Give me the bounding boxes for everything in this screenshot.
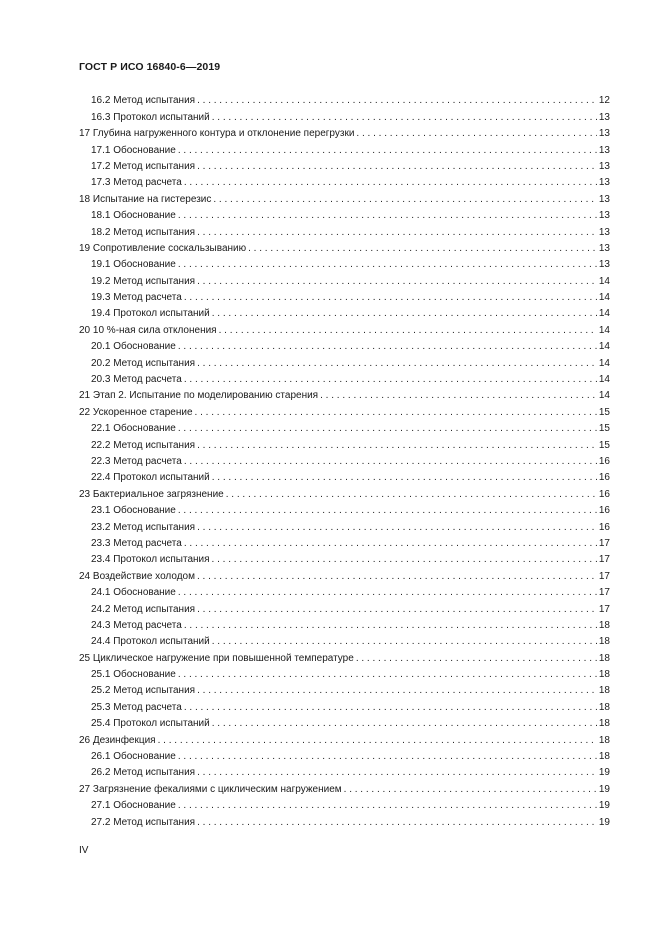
dot-leader <box>184 538 597 550</box>
dot-leader <box>178 505 597 517</box>
dot-leader <box>197 767 597 779</box>
dot-leader <box>197 817 597 829</box>
toc-entry[interactable] <box>79 419 610 435</box>
toc-entry-page: 13 <box>598 226 610 238</box>
toc-entry-title: 24.4 Протокол испытаний <box>91 636 210 648</box>
toc-entry-page: 13 <box>598 177 610 189</box>
dot-leader <box>344 784 597 796</box>
toc-entry-page: 17 <box>598 603 610 615</box>
toc-entry-page: 14 <box>598 374 610 386</box>
dot-leader <box>184 374 597 386</box>
dot-leader <box>197 161 597 173</box>
toc-entry[interactable] <box>79 402 610 418</box>
toc-entry[interactable] <box>79 304 610 320</box>
toc-entry-page: 18 <box>598 619 610 631</box>
toc-entry[interactable] <box>79 616 610 632</box>
dot-leader <box>226 489 597 501</box>
toc-entry-title: 17.1 Обоснование <box>91 144 176 156</box>
toc-entry-title: 24.2 Метод испытания <box>91 603 196 615</box>
dot-leader <box>197 358 597 370</box>
toc-entry-title: 27.2 Метод испытания <box>91 816 196 828</box>
toc-entry-title: 27.1 Обоснование <box>91 800 176 812</box>
toc-entry-page: 15 <box>598 439 610 451</box>
dot-leader <box>178 259 597 271</box>
toc-entry-title: 26.2 Метод испытания <box>91 767 196 779</box>
toc-entry-title: 26 Дезинфекция <box>79 734 156 746</box>
toc-entry[interactable] <box>79 550 610 566</box>
toc-entry[interactable] <box>79 697 610 713</box>
toc-entry-page: 13 <box>598 144 610 156</box>
toc-entry-title: 25.3 Метод расчета <box>91 701 182 713</box>
dot-leader <box>197 95 597 107</box>
toc-entry-page: 14 <box>598 308 610 320</box>
toc-entry[interactable] <box>79 452 610 468</box>
toc-entry[interactable] <box>79 812 610 828</box>
dot-leader <box>356 128 596 140</box>
toc-entry-page: 13 <box>598 242 610 254</box>
toc-entry[interactable] <box>79 239 610 255</box>
toc-entry-title: 19.1 Обоснование <box>91 259 176 271</box>
dot-leader <box>320 390 597 402</box>
dot-leader <box>212 308 597 320</box>
toc-entry-page: 18 <box>598 652 610 664</box>
toc-entry-page: 14 <box>598 390 610 402</box>
toc-entry-page: 17 <box>598 587 610 599</box>
page-number: IV <box>79 845 89 856</box>
toc-entry-title: 25.4 Протокол испытаний <box>91 718 210 730</box>
dot-leader <box>197 571 597 583</box>
toc-entry[interactable] <box>79 222 610 238</box>
toc-entry-page: 19 <box>598 783 610 795</box>
toc-entry-title: 18.1 Обоснование <box>91 210 176 222</box>
toc-entry-title: 22.3 Метод расчета <box>91 455 182 467</box>
toc-entry[interactable] <box>79 255 610 271</box>
toc-entry[interactable] <box>79 534 610 550</box>
dot-leader <box>197 685 597 697</box>
toc-entry-page: 17 <box>598 554 610 566</box>
toc-entry[interactable] <box>79 140 610 156</box>
toc-entry[interactable] <box>79 288 610 304</box>
dot-leader <box>178 210 597 222</box>
toc-entry-title: 25.2 Метод испытания <box>91 685 196 697</box>
toc-entry-title: 17 Глубина нагруженного контура и отклонение перегрузки <box>79 128 355 140</box>
toc-entry-page: 16 <box>598 505 610 517</box>
dot-leader <box>195 407 597 419</box>
dot-leader <box>178 587 597 599</box>
dot-leader <box>212 112 597 124</box>
toc-entry-title: 19 Сопротивление соскальзыванию <box>79 242 247 254</box>
toc-entry-page: 18 <box>598 734 610 746</box>
toc-entry-page: 13 <box>598 111 610 123</box>
toc-entry-page: 19 <box>598 816 610 828</box>
toc-entry-page: 18 <box>598 685 610 697</box>
toc-entry[interactable] <box>79 681 610 697</box>
dot-leader <box>212 472 597 484</box>
toc-entry-page: 14 <box>598 357 610 369</box>
dot-leader <box>212 718 597 730</box>
toc-entry-title: 18.2 Метод испытания <box>91 226 196 238</box>
toc-entry-page: 18 <box>598 718 610 730</box>
toc-entry-title: 23 Бактериальное загрязнение <box>79 488 224 500</box>
toc-entry-title: 23.4 Протокол испытания <box>91 554 210 566</box>
toc-entry[interactable] <box>79 353 610 369</box>
toc-entry-page: 15 <box>598 423 610 435</box>
table-of-contents <box>79 91 610 829</box>
toc-entry-title: 16.3 Протокол испытаний <box>91 111 210 123</box>
toc-entry-page: 18 <box>598 669 610 681</box>
toc-entry-page: 13 <box>598 210 610 222</box>
dot-leader <box>178 341 597 353</box>
toc-entry[interactable] <box>79 566 610 582</box>
toc-entry-page: 14 <box>598 341 610 353</box>
toc-entry[interactable] <box>79 157 610 173</box>
toc-entry-title: 19.4 Протокол испытаний <box>91 308 210 320</box>
toc-entry-title: 17.3 Метод расчета <box>91 177 182 189</box>
toc-entry[interactable] <box>79 189 610 205</box>
toc-entry-title: 25 Циклическое нагружение при повышенной температуре <box>79 652 354 664</box>
toc-entry-title: 24 Воздействие холодом <box>79 570 195 582</box>
toc-entry[interactable] <box>79 763 610 779</box>
dot-leader <box>197 276 597 288</box>
dot-leader <box>158 735 597 747</box>
toc-entry[interactable] <box>79 665 610 681</box>
toc-entry-page: 16 <box>598 521 610 533</box>
toc-entry-title: 19.2 Метод испытания <box>91 275 196 287</box>
toc-entry-title: 23.1 Обоснование <box>91 505 176 517</box>
toc-entry-page: 18 <box>598 636 610 648</box>
toc-entry[interactable] <box>79 583 610 599</box>
toc-entry-page: 18 <box>598 701 610 713</box>
toc-entry-title: 20 10 %-ная сила отклонения <box>79 324 217 336</box>
toc-entry-title: 23.3 Метод расчета <box>91 537 182 549</box>
toc-entry-title: 24.3 Метод расчета <box>91 619 182 631</box>
toc-entry-title: 22.2 Метод испытания <box>91 439 196 451</box>
dot-leader <box>248 243 597 255</box>
dot-leader <box>178 751 597 763</box>
toc-entry[interactable] <box>79 173 610 189</box>
toc-entry[interactable] <box>79 501 610 517</box>
dot-leader <box>197 227 597 239</box>
toc-entry-page: 16 <box>598 472 610 484</box>
toc-entry-title: 22.4 Протокол испытаний <box>91 472 210 484</box>
dot-leader <box>213 194 597 206</box>
document-header: ГОСТ Р ИСО 16840-6—2019 <box>79 61 221 73</box>
toc-entry[interactable] <box>79 271 610 287</box>
toc-entry[interactable] <box>79 320 610 336</box>
toc-entry-title: 20.3 Метод расчета <box>91 374 182 386</box>
dot-leader <box>178 423 597 435</box>
toc-entry-title: 17.2 Метод испытания <box>91 160 196 172</box>
dot-leader <box>184 456 597 468</box>
toc-entry[interactable] <box>79 730 610 746</box>
toc-entry[interactable] <box>79 337 610 353</box>
toc-entry[interactable] <box>79 435 610 451</box>
toc-entry-page: 15 <box>598 406 610 418</box>
toc-entry[interactable] <box>79 779 610 795</box>
toc-entry[interactable] <box>79 632 610 648</box>
toc-entry[interactable] <box>79 468 610 484</box>
dot-leader <box>197 440 597 452</box>
toc-entry[interactable] <box>79 484 610 500</box>
toc-entry-title: 25.1 Обоснование <box>91 669 176 681</box>
toc-entry-title: 22 Ускоренное старение <box>79 406 193 418</box>
toc-entry[interactable] <box>79 206 610 222</box>
toc-entry[interactable] <box>79 107 610 123</box>
toc-entry-page: 13 <box>598 128 610 140</box>
toc-entry-title: 22.1 Обоснование <box>91 423 176 435</box>
toc-entry-title: 20.1 Обоснование <box>91 341 176 353</box>
toc-entry-title: 18 Испытание на гистерезис <box>79 193 212 205</box>
dot-leader <box>197 522 597 534</box>
toc-entry-title: 16.2 Метод испытания <box>91 95 196 107</box>
toc-entry-title: 24.1 Обоснование <box>91 587 176 599</box>
toc-entry-title: 21 Этап 2. Испытание по моделированию старения <box>79 390 319 402</box>
toc-entry-page: 12 <box>598 95 610 107</box>
toc-entry-title: 20.2 Метод испытания <box>91 357 196 369</box>
toc-entry[interactable] <box>79 714 610 730</box>
toc-entry-page: 14 <box>598 292 610 304</box>
toc-entry-page: 13 <box>598 259 610 271</box>
dot-leader <box>212 636 597 648</box>
toc-entry[interactable] <box>79 517 610 533</box>
toc-entry[interactable] <box>79 124 610 140</box>
toc-entry-title: 26.1 Обоснование <box>91 751 176 763</box>
toc-entry-title: 27 Загрязнение фекалиями с циклическим нагружением <box>79 783 342 795</box>
toc-entry-page: 18 <box>598 751 610 763</box>
dot-leader <box>184 702 597 714</box>
toc-entry[interactable] <box>79 599 610 615</box>
dot-leader <box>197 604 597 616</box>
dot-leader <box>356 653 597 665</box>
toc-entry-page: 14 <box>598 275 610 287</box>
dot-leader <box>219 325 597 337</box>
toc-entry[interactable] <box>79 796 610 812</box>
toc-entry-page: 19 <box>598 800 610 812</box>
toc-entry[interactable] <box>79 747 610 763</box>
toc-entry-page: 17 <box>598 570 610 582</box>
toc-entry-page: 17 <box>598 537 610 549</box>
dot-leader <box>184 620 597 632</box>
toc-entry-page: 14 <box>598 324 610 336</box>
dot-leader <box>184 177 597 189</box>
dot-leader <box>184 292 597 304</box>
dot-leader <box>178 800 597 812</box>
toc-entry[interactable] <box>79 370 610 386</box>
toc-entry-title: 23.2 Метод испытания <box>91 521 196 533</box>
toc-entry[interactable] <box>79 386 610 402</box>
toc-entry-page: 16 <box>598 455 610 467</box>
toc-entry-page: 13 <box>598 193 610 205</box>
dot-leader <box>178 669 597 681</box>
toc-entry-page: 13 <box>598 160 610 172</box>
toc-entry-title: 19.3 Метод расчета <box>91 292 182 304</box>
toc-entry[interactable] <box>79 648 610 664</box>
dot-leader <box>178 145 597 157</box>
toc-entry-page: 16 <box>598 488 610 500</box>
toc-entry-page: 19 <box>598 767 610 779</box>
dot-leader <box>212 554 597 566</box>
toc-entry[interactable] <box>79 91 610 107</box>
